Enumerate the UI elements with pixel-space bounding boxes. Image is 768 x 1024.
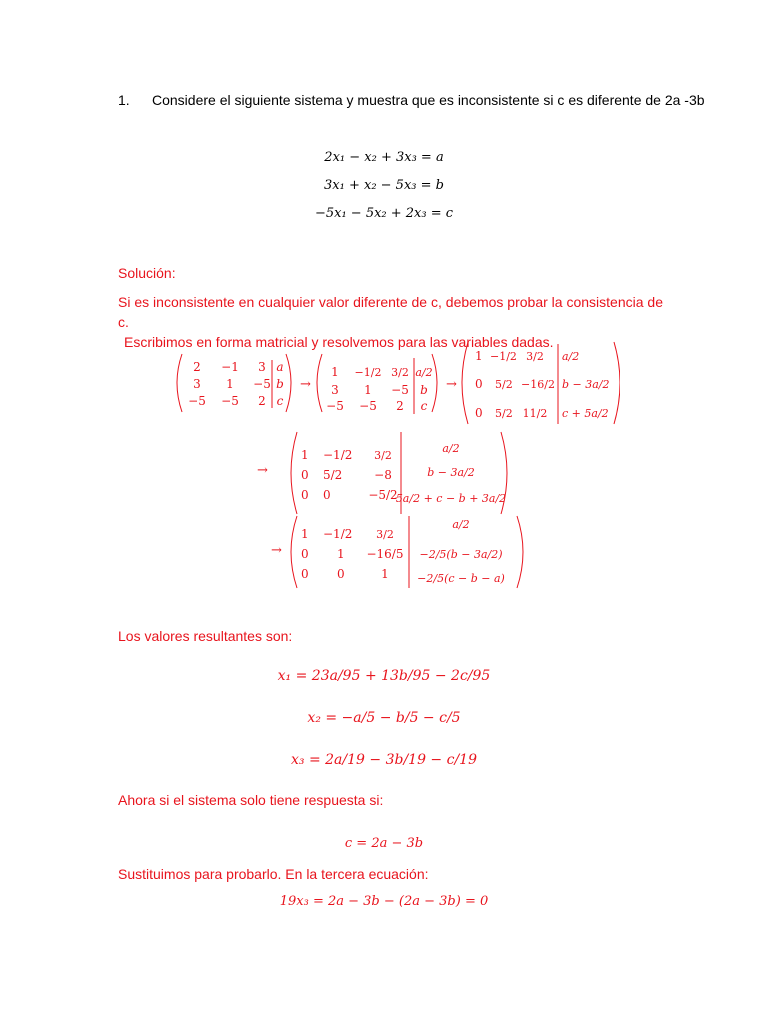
m1-cell: 1 xyxy=(226,377,234,391)
m1-cell: −1 xyxy=(221,360,239,374)
m3-cell: 5/2 xyxy=(495,378,513,391)
matrix-5 xyxy=(291,516,523,588)
result-x1: x₁ = 23a/95 + 13b/95 − 2c/95 xyxy=(277,668,491,684)
m1-cell: 2 xyxy=(258,394,266,408)
m4-cell: 3/2 xyxy=(374,449,392,462)
m1-cell: 3 xyxy=(258,360,266,374)
m3-cell: c + 5a/2 xyxy=(562,407,609,420)
arrow-2: → xyxy=(446,377,457,392)
m1-cell: c xyxy=(276,394,284,408)
m5-cell: 0 xyxy=(301,567,309,581)
result-x3: x₃ = 2a/19 − 3b/19 − c/19 xyxy=(291,752,477,768)
matrix-2 xyxy=(317,354,437,414)
m3-cell: −16/2 xyxy=(521,378,555,391)
problem-text: Considere el siguiente sistema y muestra que es inconsistente si c es diferente de 2a -3b xyxy=(152,92,705,108)
m4-cell: 0 xyxy=(301,488,309,502)
m4-cell: −5/2 xyxy=(368,488,398,502)
m2-cell: 3 xyxy=(331,383,339,397)
m2-cell: a/2 xyxy=(415,366,433,379)
m1-cell: −5 xyxy=(188,394,206,408)
system-eq-3: −5x₁ − 5x₂ + 2x₃ = c xyxy=(314,206,454,221)
m3-cell: 0 xyxy=(475,377,483,391)
m2-cell: −1/2 xyxy=(354,366,382,379)
m5-cell: 1 xyxy=(337,547,345,561)
values-label: Los valores resultantes son: xyxy=(118,628,293,644)
m2-cell: 1 xyxy=(364,383,372,397)
m5-cell: −2/5(c − b − a) xyxy=(417,572,505,585)
m4-cell: 5a/2 + c − b + 3a/2 xyxy=(395,492,507,505)
m2-cell: −5 xyxy=(391,383,409,397)
m1-cell: −5 xyxy=(253,377,271,391)
matrix-row-2 xyxy=(255,428,525,518)
m5-cell: 0 xyxy=(337,567,345,581)
solution-text-line-1: Si es inconsistente en cualquier valor diferente de c, debemos probar la consistencia de c. xyxy=(118,294,663,330)
m4-cell: −1/2 xyxy=(323,448,353,462)
m3-cell: 11/2 xyxy=(522,407,548,420)
m2-cell: 3/2 xyxy=(391,366,409,379)
m5-cell: 1 xyxy=(301,527,309,541)
matrix-1 xyxy=(177,354,291,412)
m3-cell: b − 3a/2 xyxy=(562,378,610,391)
m4-cell: 1 xyxy=(301,448,309,462)
m2-cell: 1 xyxy=(331,365,339,379)
m3-cell: −1/2 xyxy=(490,350,517,363)
m3-cell: 5/2 xyxy=(495,407,513,420)
solution-text-line-2: Escribimos en forma matricial y resolvemos para las variables dadas. xyxy=(124,334,554,350)
m1-cell: 3 xyxy=(193,377,201,391)
m2-cell: −5 xyxy=(359,399,377,413)
system-eq-2: 3x₁ + x₂ − 5x₃ = b xyxy=(324,178,444,193)
m1-cell: 2 xyxy=(193,360,201,374)
m5-cell: 3/2 xyxy=(376,528,394,541)
condition-label: Ahora si el sistema solo tiene respuesta si: xyxy=(118,792,384,808)
m2-cell: −5 xyxy=(326,399,344,413)
m1-cell: a xyxy=(276,360,284,374)
m5-cell: a/2 xyxy=(452,518,470,531)
solution-label: Solución: xyxy=(118,265,176,281)
matrix-4 xyxy=(291,432,507,514)
m4-cell: 0 xyxy=(301,468,309,482)
matrix-3 xyxy=(462,342,620,424)
m5-cell: −1/2 xyxy=(323,527,353,541)
m4-cell: −8 xyxy=(374,468,392,482)
m4-cell: a/2 xyxy=(442,442,460,455)
matrix-row-1 xyxy=(170,338,620,428)
m2-cell: b xyxy=(420,383,428,397)
m5-cell: 1 xyxy=(381,567,389,581)
m5-cell: 0 xyxy=(301,547,309,561)
m5-cell: −16/5 xyxy=(366,547,404,561)
problem-number: 1. xyxy=(118,92,130,108)
substitute-label: Sustituimos para probarlo. En la tercera ecuación: xyxy=(118,866,429,882)
matrix-row-3 xyxy=(255,512,530,592)
final-equation: 19x₃ = 2a − 3b − (2a − 3b) = 0 xyxy=(279,894,489,909)
condition-equation: c = 2a − 3b xyxy=(344,836,424,851)
result-x2: x₂ = −a/5 − b/5 − c/5 xyxy=(307,710,461,726)
m4-cell: 5/2 xyxy=(323,468,343,482)
m4-cell: 0 xyxy=(323,488,331,502)
m5-cell: −2/5(b − 3a/2) xyxy=(419,548,503,561)
m2-cell: 2 xyxy=(396,399,404,413)
m3-cell: 3/2 xyxy=(526,350,544,363)
m4-cell: b − 3a/2 xyxy=(427,466,475,479)
m3-cell: 1 xyxy=(475,349,483,363)
arrow-1: → xyxy=(300,377,311,392)
m3-cell: a/2 xyxy=(562,350,580,363)
arrow-3: → xyxy=(257,463,268,478)
arrow-4: → xyxy=(271,543,282,558)
m3-cell: 0 xyxy=(475,406,483,420)
m2-cell: c xyxy=(420,399,428,413)
system-eq-1: 2x₁ − x₂ + 3x₃ = a xyxy=(324,150,444,165)
m1-cell: −5 xyxy=(221,394,239,408)
m1-cell: b xyxy=(276,377,284,391)
